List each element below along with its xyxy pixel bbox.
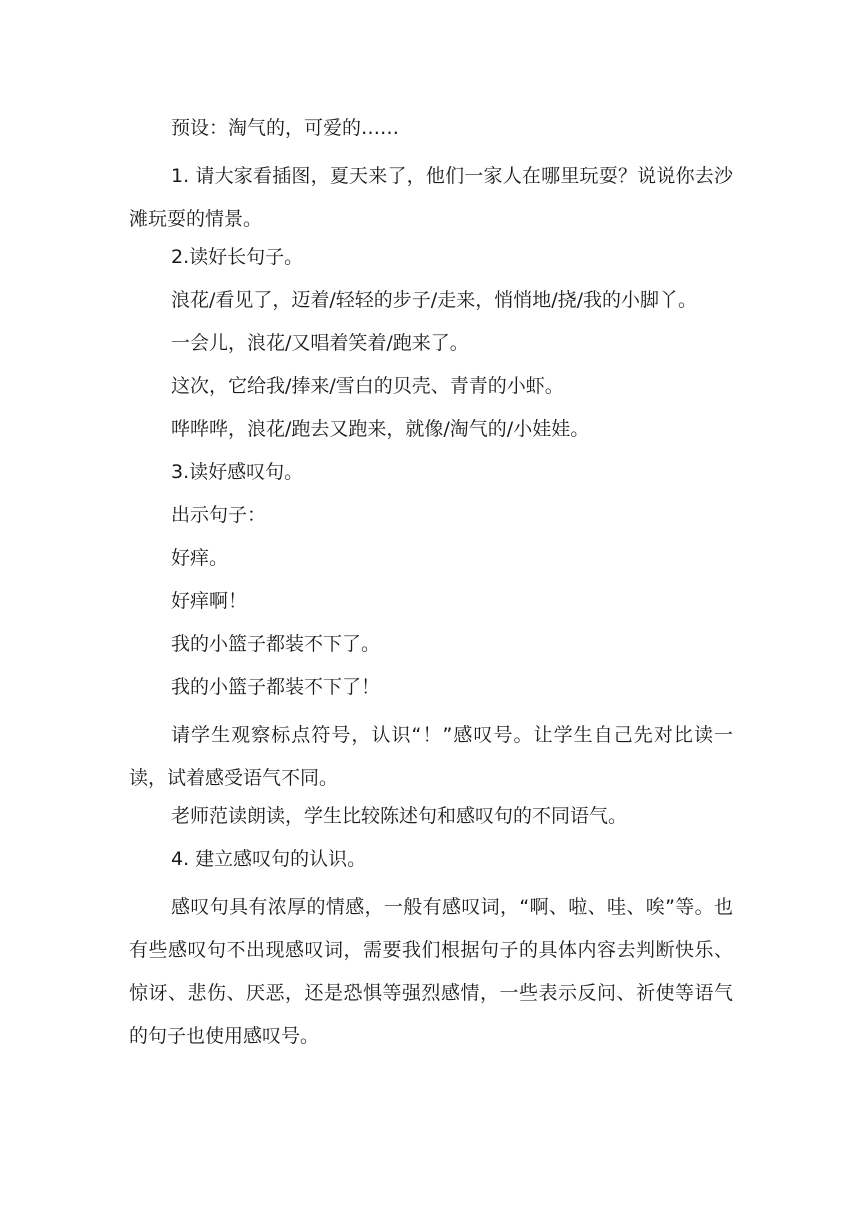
document-body <box>129 112 733 1058</box>
paragraph-example-2: 好痒啊！ <box>171 590 248 612</box>
paragraph-teacher-reading: 老师范读朗读，学生比较陈述句和感叹句的不同语气。 <box>171 805 628 827</box>
paragraph-step-1: 1. 请大家看插图，夏天来了，他们一家人在哪里玩耍？说说你去沙滩玩耍的情景。 <box>129 165 733 230</box>
paragraph-sentence-3: 这次，它给我/捧来/雪白的贝壳、青青的小虾。 <box>171 375 564 397</box>
paragraph-step-2-heading: 2.读好长句子。 <box>171 246 304 268</box>
paragraph-show-sentences: 出示句子： <box>171 504 267 526</box>
paragraph-step-3-heading: 3.读好感叹句。 <box>171 461 304 483</box>
paragraph-step-4-heading: 4. 建立感叹句的认识。 <box>171 848 367 870</box>
paragraph-sentence-4: 哗哗哗，浪花/跑去又跑来，就像/淘气的/小娃娃。 <box>171 418 590 440</box>
paragraph-example-1: 好痒。 <box>171 547 229 569</box>
paragraph-exclamation-explanation: 感叹句具有浓厚的情感，一般有感叹词，“啊、啦、哇、唉”等。也有些感叹句不出现感叹词，需要我们根据句子的具体内容去判断快乐、惊讶、悲伤、厌恶，还是恐惧等强烈感情，一些表示反问、祈使等语气的句子也使用感叹号。 <box>129 896 733 1047</box>
paragraph-sentence-2: 一会儿，浪花/又唱着笑着/跑来了。 <box>171 332 469 354</box>
paragraph-sentence-1: 浪花/看见了，迈着/轻轻的步子/走来，悄悄地/挠/我的小脚丫。 <box>171 289 698 311</box>
paragraph-example-4: 我的小篮子都装不下了！ <box>171 676 381 698</box>
paragraph-example-3: 我的小篮子都装不下了。 <box>171 633 381 655</box>
paragraph-preset: 预设：淘气的，可爱的…… <box>171 117 400 139</box>
paragraph-observe-punctuation: 请学生观察标点符号，认识“！”感叹号。让学生自己先对比读一读，试着感受语气不同。 <box>129 724 733 789</box>
